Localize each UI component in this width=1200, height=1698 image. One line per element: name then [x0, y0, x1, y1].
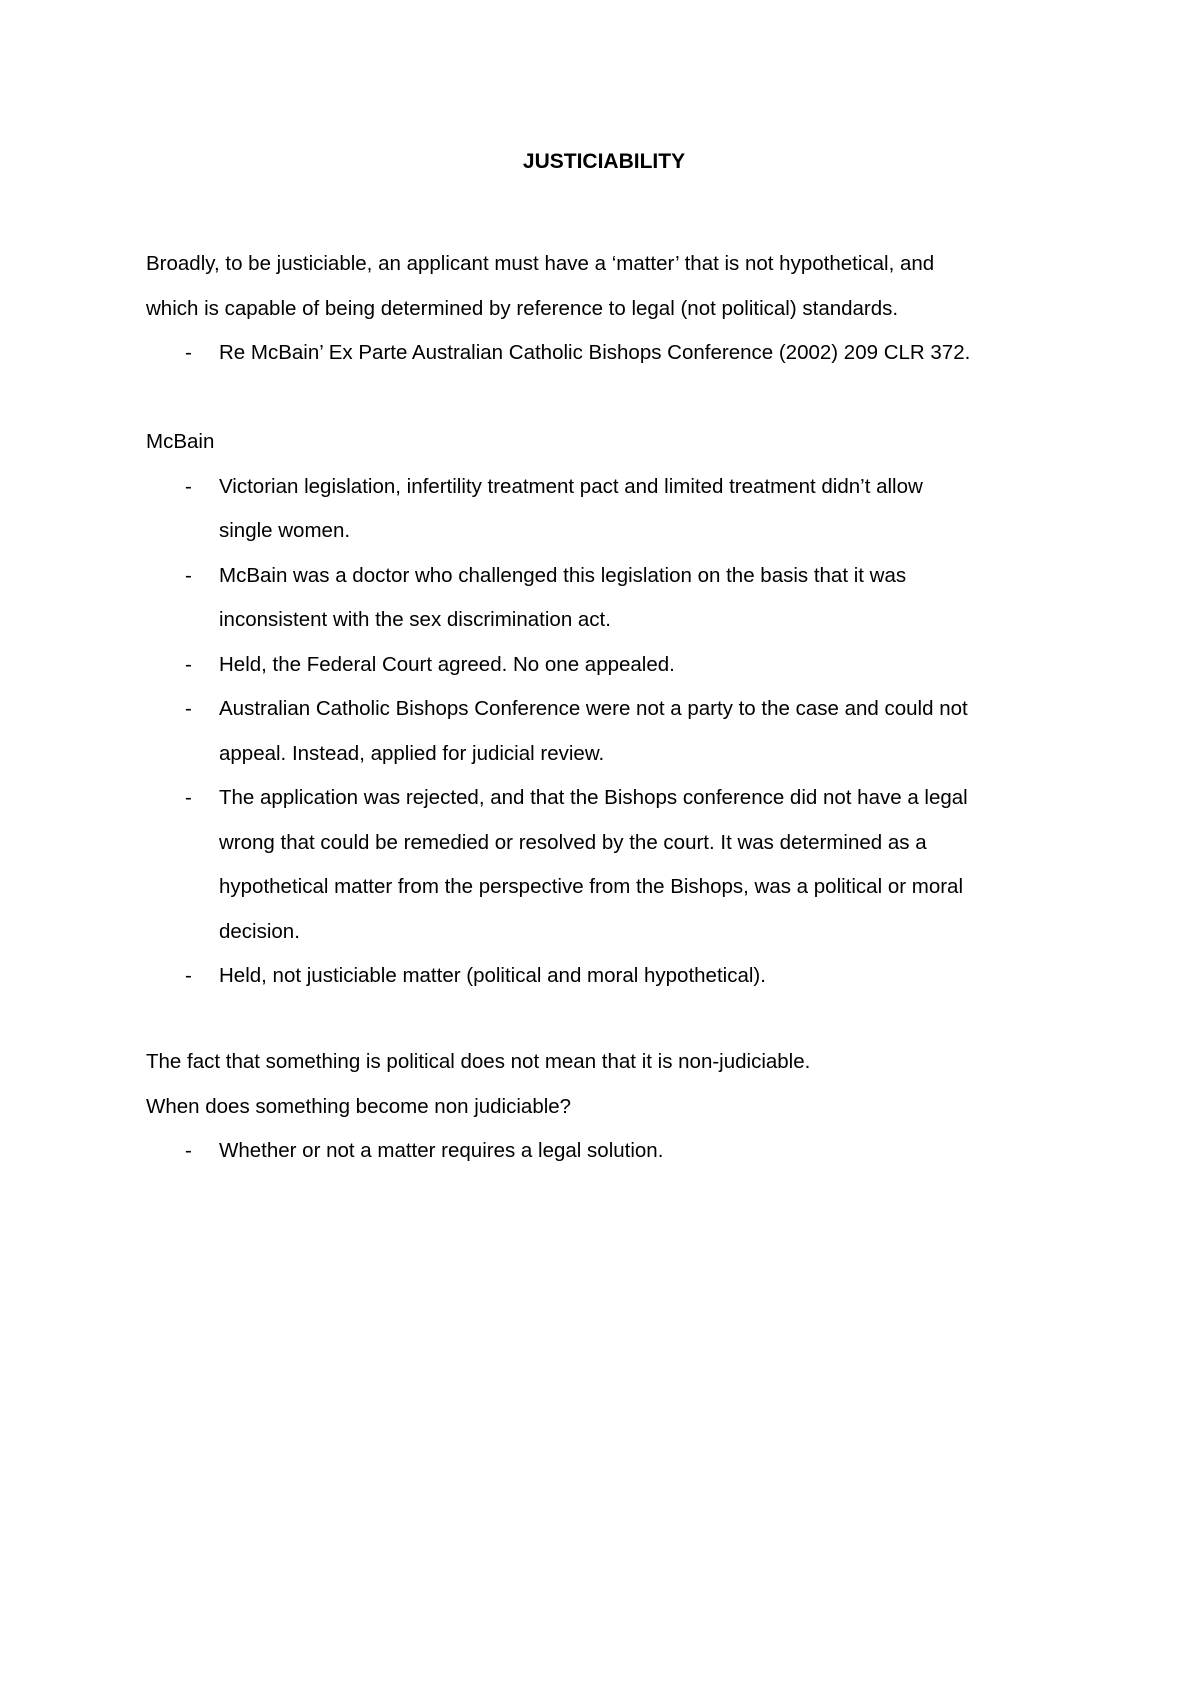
bullet-line: Australian Catholic Bishops Conference were not a party to the case and could not	[219, 697, 968, 720]
bullet-line: appeal. Instead, applied for judicial review.	[219, 741, 605, 765]
list-item	[146, 1129, 1066, 1174]
bullet-dash: -	[185, 474, 192, 498]
intro-bullet-list	[146, 331, 1066, 376]
bullet-line: inconsistent with the sex discrimination act.	[219, 608, 611, 631]
closing-line: When does something become non judiciable?	[146, 1094, 572, 1118]
bullet-line: hypothetical matter from the perspective from the Bishops, was a political or moral	[219, 875, 964, 898]
bullet-dash: -	[185, 697, 192, 720]
bullet-dash: -	[185, 1139, 192, 1162]
list-item	[146, 643, 1066, 688]
closing-line: The fact that something is political does not mean that it is non-judiciable.	[146, 1050, 811, 1073]
bullet-line: Held, the Federal Court agreed. No one appealed.	[219, 652, 675, 676]
bullet-line: McBain was a doctor who challenged this legislation on the basis that it was	[219, 563, 907, 587]
bullet-line: The application was rejected, and that the Bishops conference did not have a legal	[219, 786, 968, 809]
list-item	[146, 954, 1066, 999]
bullet-text: Whether or not a matter requires a legal solution.	[219, 1139, 664, 1162]
page-title: JUSTICIABILITY	[522, 150, 686, 173]
bullet-dash: -	[185, 563, 192, 587]
intro-line: Broadly, to be justiciable, an applicant must have a ‘matter’ that is not hypothetical, and	[146, 252, 935, 275]
bullet-dash: -	[185, 341, 192, 364]
list-item	[146, 687, 1066, 776]
mcbain-section	[146, 420, 1066, 999]
bullet-dash: -	[185, 964, 192, 987]
list-item	[146, 331, 1066, 376]
list-item	[146, 554, 1066, 643]
bullet-line: Victorian legislation, infertility treatment pact and limited treatment didn’t allow	[219, 474, 923, 498]
bullet-line: single women.	[219, 519, 351, 542]
bullet-line: wrong that could be remedied or resolved by the court. It was determined as a	[219, 830, 927, 854]
section-heading: McBain	[146, 430, 215, 453]
bullet-line: decision.	[219, 919, 300, 943]
intro-section	[146, 242, 1066, 376]
list-item	[146, 465, 1066, 554]
bullet-dash: -	[185, 652, 192, 676]
closing-section	[146, 1040, 1066, 1174]
closing-bullet-list	[146, 1129, 1066, 1174]
intro-line: which is capable of being determined by reference to legal (not political) standards.	[146, 296, 899, 320]
list-item	[146, 776, 1066, 954]
bullet-text: Re McBain’ Ex Parte Australian Catholic Bishops Conference (2002) 209 CLR 372.	[219, 341, 971, 364]
mcbain-bullet-list	[146, 465, 1066, 999]
bullet-line: Held, not justiciable matter (political and moral hypothetical).	[219, 964, 766, 987]
bullet-dash: -	[185, 786, 192, 809]
